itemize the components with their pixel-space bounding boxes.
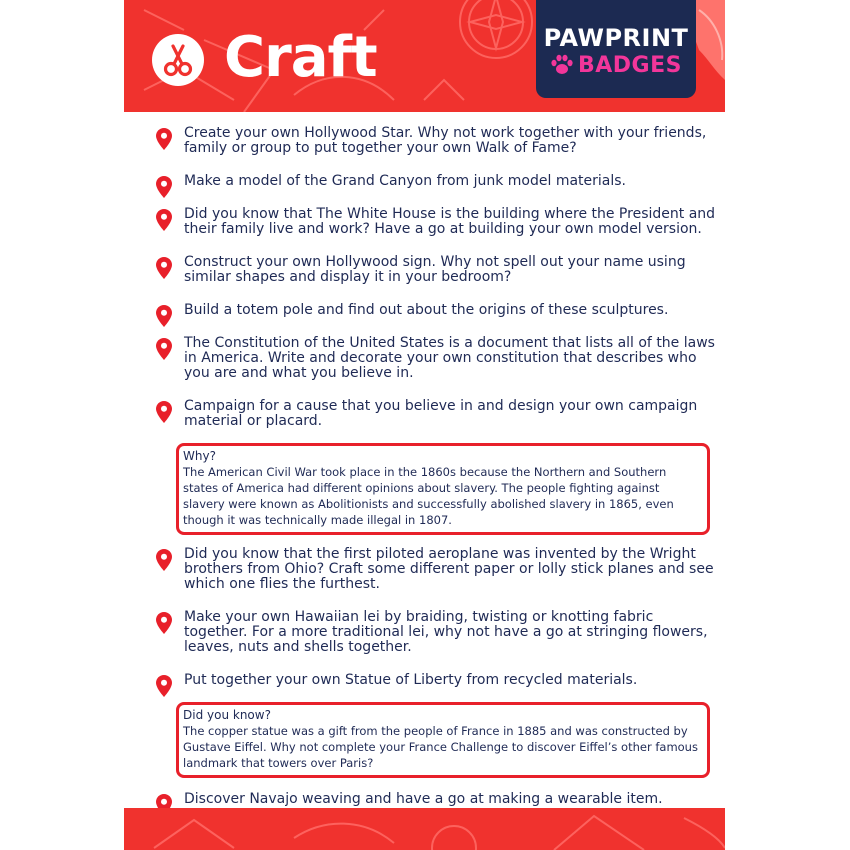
map-pin-icon (156, 549, 172, 571)
item-text: Did you know that the first piloted aeroplane was invented by the Wright brothers from Ohio? Craft some different paper or lolly stick planes and see which one flies the furthest. (184, 546, 714, 592)
activity-sheet (124, 0, 725, 850)
info-box-title: Did you know? (183, 708, 271, 722)
header-banner (124, 0, 725, 112)
item-text: Build a totem pole and find out about the origins of these sculptures. (184, 302, 669, 318)
list-item (148, 792, 718, 807)
map-pin-icon (156, 209, 172, 231)
item-text: Make a model of the Grand Canyon from junk model materials. (184, 173, 627, 189)
pawprint-badges-logo (536, 0, 696, 98)
paw-icon (550, 54, 574, 76)
list-item (148, 255, 718, 285)
info-box-text: The American Civil War took place in the 1860s because the Northern and Southern states of America had different opinions about slavery. The people fighting against slavery were known as Abolitionists and successfully abolished slavery in 1865, even though it was technically made illegal in 1807. (183, 465, 674, 527)
info-box-title: Why? (183, 449, 216, 463)
list-item (148, 547, 718, 592)
map-pin-icon (156, 338, 172, 360)
map-pin-icon (156, 612, 172, 634)
map-pin-icon (156, 305, 172, 327)
list-item (148, 673, 718, 688)
list-item (148, 126, 718, 156)
item-text: Make your own Hawaiian lei by braiding, twisting or knotting fabric together. For a more traditional lei, why not have a go at stringing flowers, leaves, nuts and shells together. (184, 609, 708, 655)
info-box-text: The copper statue was a gift from the people of France in 1885 and was constructed by Gustave Eiffel. Why not complete your France Challenge to discover Eiffel’s other famous landmark that towers over Paris? (183, 724, 698, 770)
decorative-line-art (124, 808, 725, 850)
map-pin-icon (156, 176, 172, 198)
map-pin-icon (156, 675, 172, 697)
map-pin-icon (156, 257, 172, 279)
logo-text-badges: BADGES (578, 53, 682, 78)
info-box-did-you-know (176, 702, 710, 778)
map-pin-icon (156, 128, 172, 150)
info-box-why (176, 443, 710, 535)
list-item (148, 610, 718, 655)
item-text: Put together your own Statue of Liberty from recycled materials. (184, 672, 638, 688)
logo-text-pawprint: PAWPRINT (543, 24, 689, 52)
activity-list (148, 126, 718, 807)
item-text: Discover Navajo weaving and have a go at making a wearable item. (184, 791, 663, 807)
map-pin-icon (156, 401, 172, 423)
item-text: Did you know that The White House is the building where the President and their family live and work? Have a go at building your own model version. (184, 206, 716, 237)
item-text: Campaign for a cause that you believe in and design your own campaign material or placard. (184, 398, 698, 429)
list-item (148, 207, 718, 237)
list-item (148, 336, 718, 381)
list-item (148, 303, 718, 318)
item-text: Construct your own Hollywood sign. Why not spell out your name using similar shapes and display it in your bedroom? (184, 254, 686, 285)
list-item (148, 399, 718, 429)
item-text: Create your own Hollywood Star. Why not work together with your friends, family or group to put together your own Walk of Fame? (184, 125, 707, 156)
list-item (148, 174, 718, 189)
scissors-icon (152, 34, 204, 86)
footer-banner (124, 808, 725, 850)
item-text: The Constitution of the United States is a document that lists all of the laws in America. Write and decorate your own constitution that describes who you are and what you believe in. (184, 335, 715, 381)
page-title: Craft (224, 25, 377, 90)
